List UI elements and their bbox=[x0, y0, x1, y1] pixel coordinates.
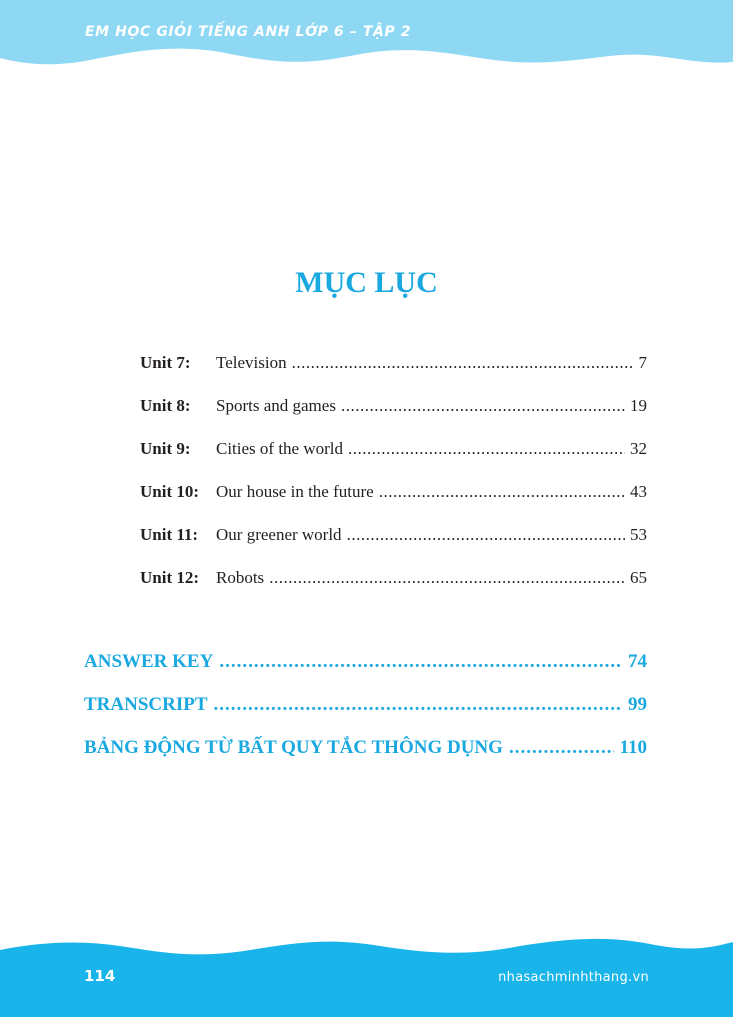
unit-title: Sports and games bbox=[216, 396, 336, 415]
dot-leader bbox=[292, 353, 634, 373]
unit-page-number: 19 bbox=[630, 396, 647, 415]
unit-title: Our greener world bbox=[216, 525, 342, 544]
dot-leader bbox=[214, 694, 622, 716]
top-wave-banner bbox=[0, 0, 733, 80]
toc-entry-unit-7[interactable] bbox=[140, 353, 647, 375]
dot-leader bbox=[341, 396, 625, 416]
toc-entry-transcript[interactable] bbox=[84, 694, 647, 720]
unit-title: Cities of the world bbox=[216, 439, 344, 458]
dot-leader bbox=[348, 439, 625, 459]
unit-page-number: 32 bbox=[630, 439, 647, 458]
unit-page-number: 7 bbox=[638, 353, 647, 372]
table-of-contents-title: MỤC LỤC bbox=[295, 266, 438, 299]
toc-entry-unit-11[interactable] bbox=[140, 525, 647, 547]
unit-title: Television bbox=[216, 353, 287, 372]
section-page-number: 74 bbox=[628, 651, 647, 672]
section-title: TRANSCRIPT bbox=[84, 694, 208, 715]
unit-number: Unit 7: bbox=[140, 353, 191, 372]
unit-page-number: 53 bbox=[630, 525, 647, 544]
unit-number: Unit 10: bbox=[140, 482, 200, 501]
section-page-number: 99 bbox=[628, 694, 647, 715]
unit-title: Robots bbox=[216, 568, 265, 587]
unit-number: Unit 8: bbox=[140, 396, 191, 415]
publisher-website: nhasachminhthang.vn bbox=[498, 970, 649, 985]
dot-leader bbox=[379, 482, 625, 502]
unit-number: Unit 12: bbox=[140, 568, 200, 587]
unit-page-number: 43 bbox=[630, 482, 647, 501]
section-title: ANSWER KEY bbox=[84, 651, 214, 672]
toc-entry-unit-8[interactable] bbox=[140, 396, 647, 418]
dot-leader bbox=[269, 568, 625, 588]
section-title: BẢNG ĐỘNG TỪ BẤT QUY TẮC THÔNG DỤNG bbox=[84, 737, 503, 758]
book-series-title: EM HỌC GIỎI TIẾNG ANH LỚP 6 – TẬP 2 bbox=[85, 24, 412, 40]
dot-leader bbox=[219, 651, 622, 673]
dot-leader bbox=[347, 525, 625, 545]
page-number: 114 bbox=[84, 967, 116, 985]
unit-page-number: 65 bbox=[630, 568, 647, 587]
unit-title: Our house in the future bbox=[216, 482, 374, 501]
toc-entry-unit-10[interactable] bbox=[140, 482, 647, 504]
unit-number: Unit 9: bbox=[140, 439, 191, 458]
unit-number: Unit 11: bbox=[140, 525, 199, 544]
section-page-number: 110 bbox=[619, 737, 647, 758]
dot-leader bbox=[509, 737, 614, 759]
toc-entry-irregular-verbs[interactable] bbox=[84, 737, 647, 763]
toc-entry-unit-12[interactable] bbox=[140, 568, 647, 590]
toc-entry-unit-9[interactable] bbox=[140, 439, 647, 461]
toc-entry-answer-key[interactable] bbox=[84, 651, 647, 677]
